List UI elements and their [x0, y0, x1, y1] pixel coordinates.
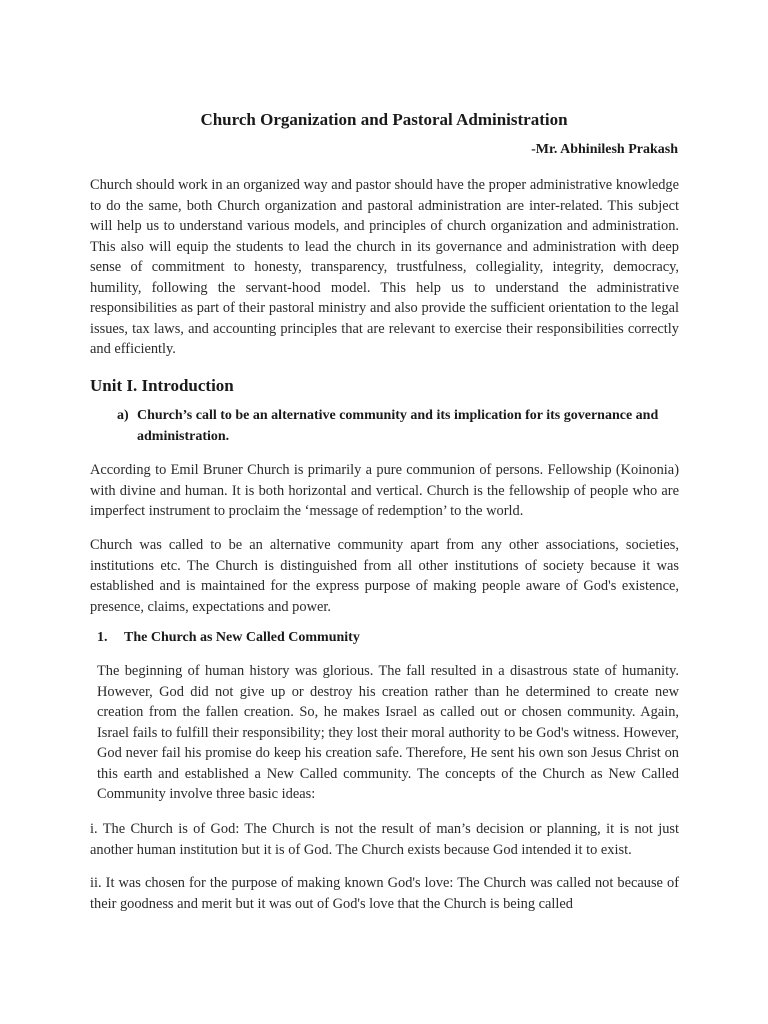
bruner-paragraph: According to Emil Bruner Church is primarily a pure communion of persons. Fellowship (Koinonia) with divine and human. It is both horizontal and vertical. Church is the fellowship of people who are imperfect instrument to proclaim the ‘message of redemption’ to the world.: [90, 462, 679, 519]
subheading-a-text: Church’s call to be an alternative community and its implication for its governance and administration.: [137, 408, 659, 444]
point-i-paragraph: i. The Church is of God: The Church is not the result of man’s decision or planning, it is not just another human institution but it is of God. The Church exists because God intended it to exist.: [90, 821, 679, 858]
subheading-a-marker: a): [117, 408, 129, 423]
point-ii-paragraph: ii. It was chosen for the purpose of making known God's love: The Church was called not because of their goodness and merit but it was out of God's love that the Church is being called: [90, 875, 679, 912]
subheading-1-text: The Church as New Called Community: [124, 630, 360, 645]
subheading-1-marker: 1.: [97, 630, 108, 645]
subheading-a: [117, 405, 679, 447]
unit-heading: Unit I. Introduction: [90, 376, 234, 395]
alternative-community-paragraph: Church was called to be an alternative community apart from any other associations, societies, institutions etc. The Church is distinguished from all other institutions of society because it was established and is maintained for the express purpose of making people aware of God's existence, presence, claims, expectations and power.: [90, 537, 679, 615]
subheading-1: [97, 628, 360, 648]
history-paragraph: The beginning of human history was glorious. The fall resulted in a disastrous state of humanity. However, God did not give up or destroy his creation rather than he determined to create new creation from the fallen creation. So, he makes Israel as called out or chosen community. Again, Israel fails to fulfill their responsibility; they lost their moral authority to be God's witness. However, God never fail his promise do keep his creation safe. Therefore, He sent his own son Jesus Christ on this earth and established a New Called community. The concepts of the Church as New Called Community involve three basic ideas:: [97, 663, 679, 802]
document-title: Church Organization and Pastoral Administration: [200, 110, 568, 129]
author-line: -Mr. Abhinilesh Prakash: [531, 142, 678, 157]
intro-paragraph: Church should work in an organized way and pastor should have the proper administrative knowledge to do the same, both Church organization and pastoral administration are inter-related. This subject will help us to understand various models, and principles of church organization and administration. This also will equip the students to lead the church in its governance and administration with deep sense of commitment to honesty, transparency, trustfulness, collegiality, integrity, democracy, humility, following the servant-hood model. This help us to understand the administrative responsibilities as part of their pastoral ministry and also provide the sufficient orientation to the legal issues, tax laws, and accounting principles that are relevant to exercise their responsibilities correctly and efficiently.: [90, 177, 679, 357]
